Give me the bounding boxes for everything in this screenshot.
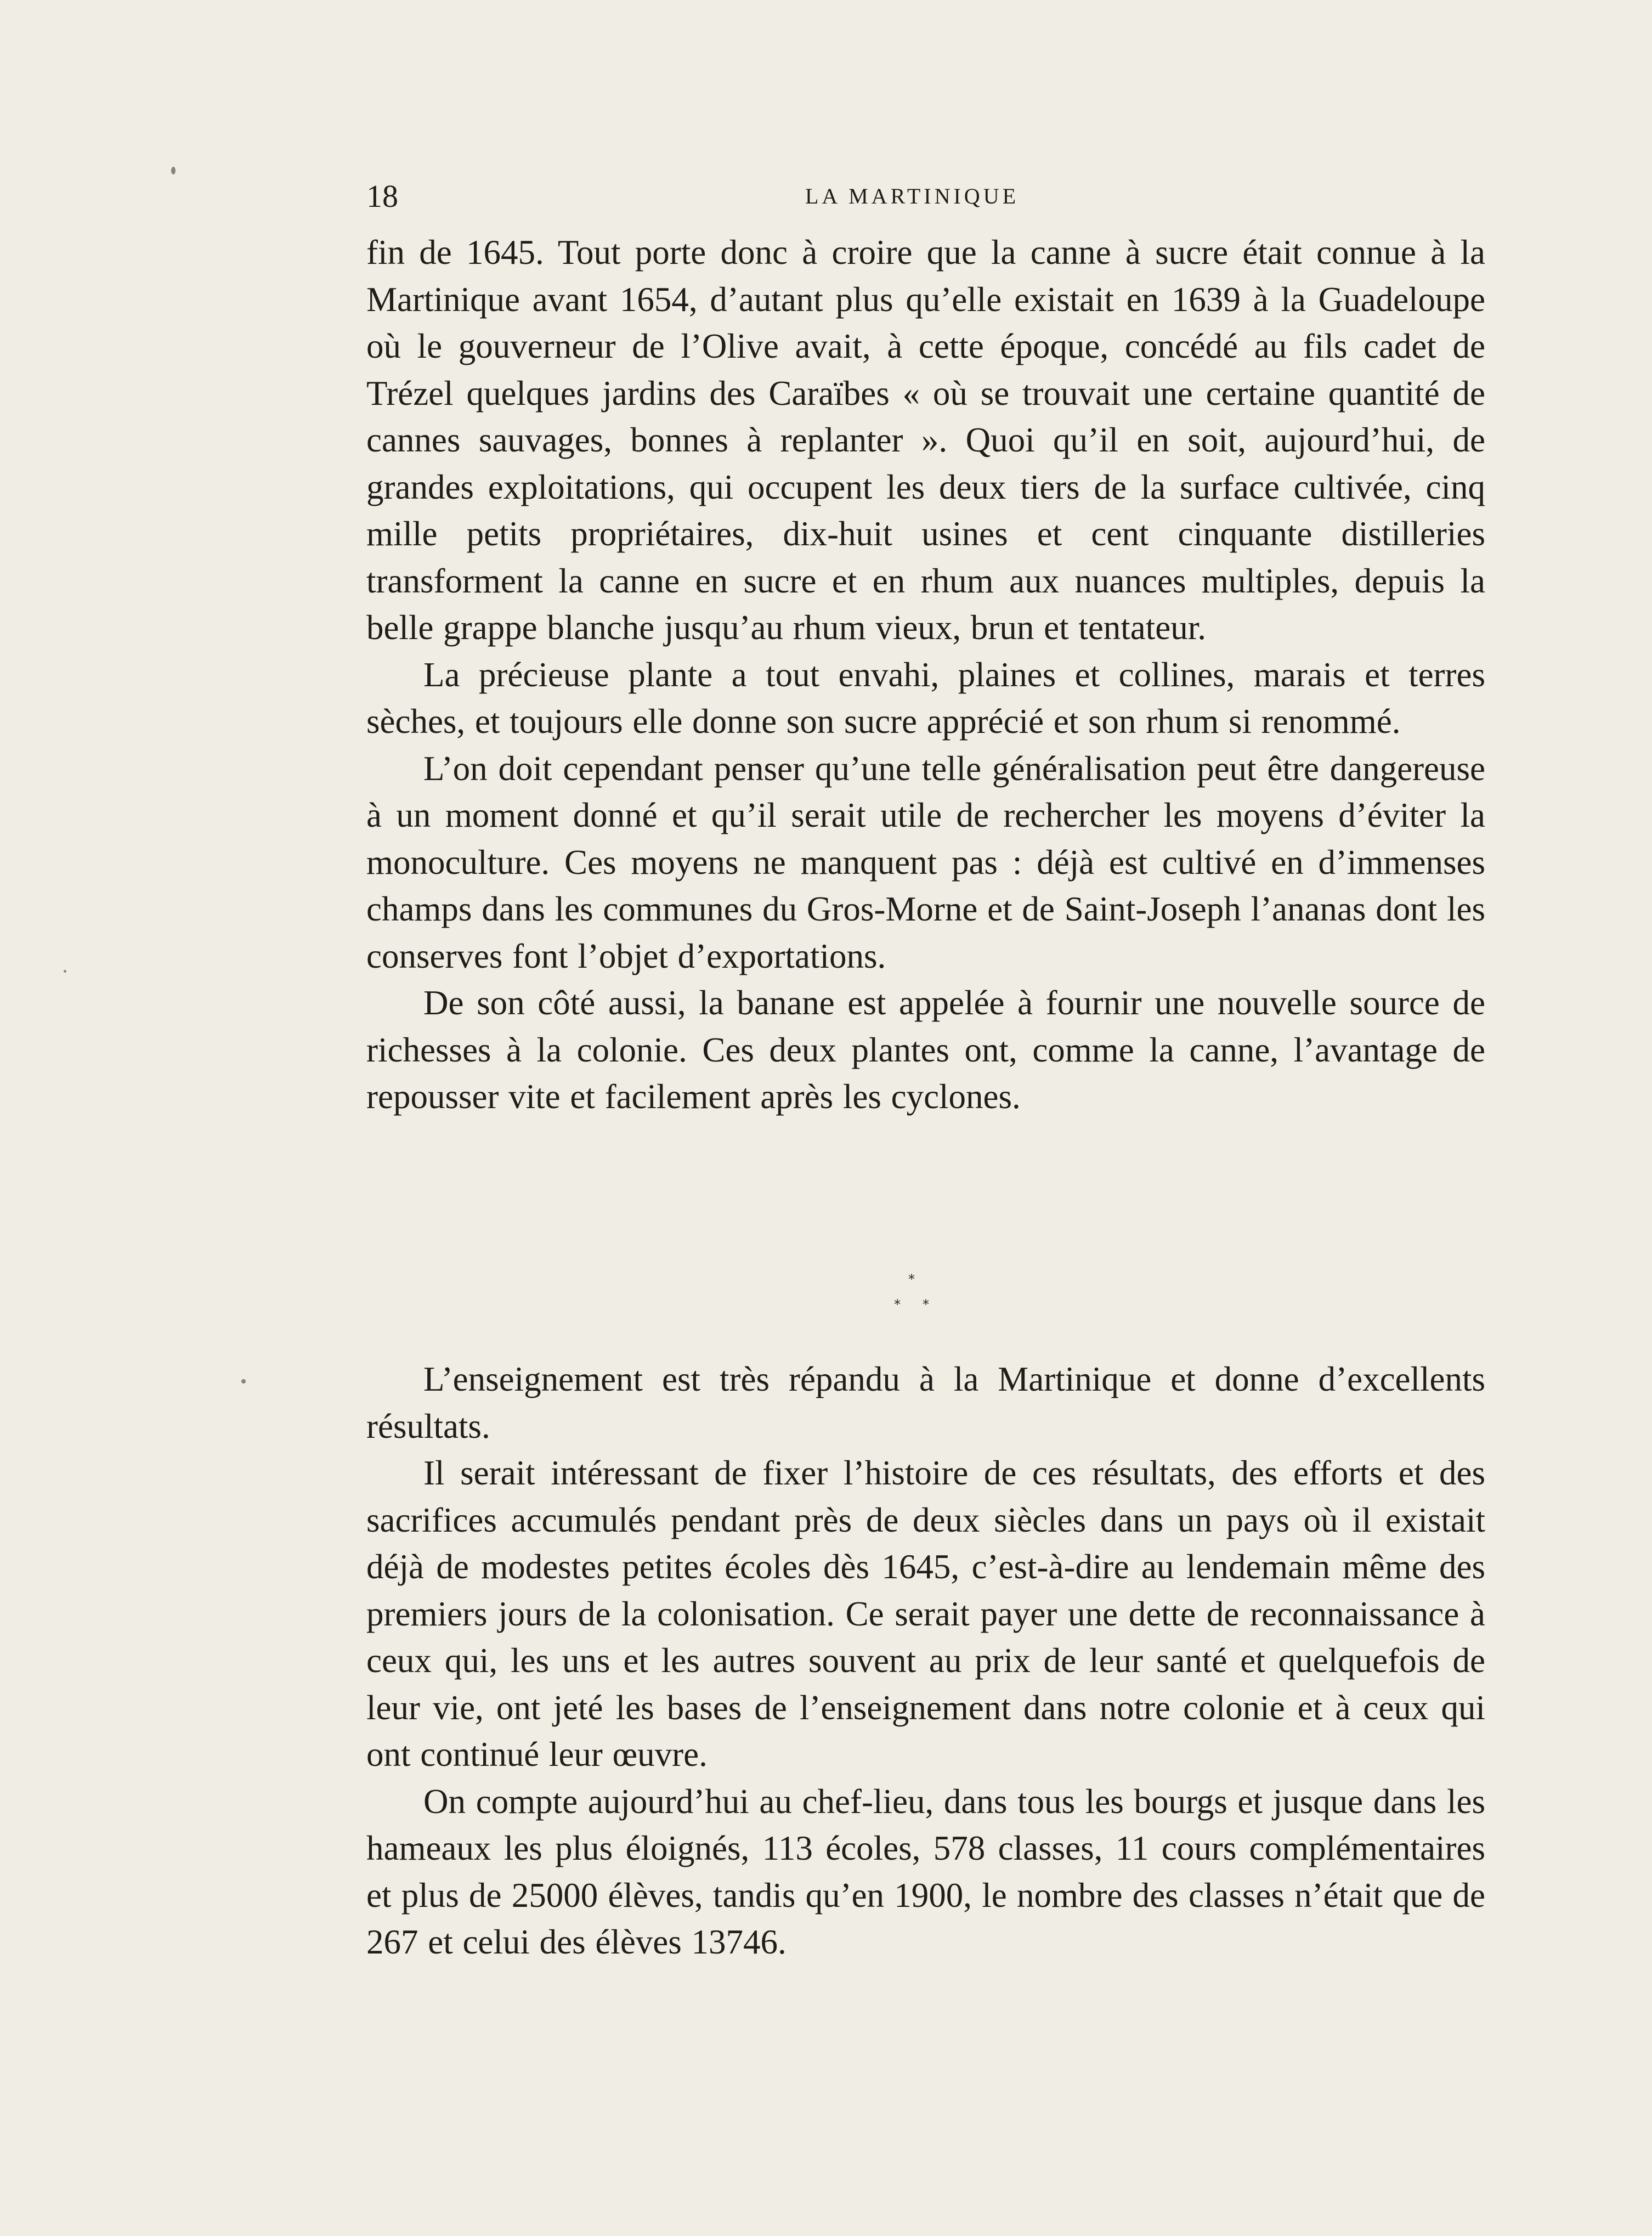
- paper-speck: [171, 167, 176, 174]
- page-number: 18: [366, 178, 398, 214]
- paragraph: De son côté aussi, la banane est appelée à fournir une nouvelle source de richesses à la colonie. Ces deux plantes ont, comme la canne, l’avantage de repousser vite et facilement après les cyclones.: [366, 984, 1485, 1116]
- text-section-1: [366, 229, 1485, 1121]
- page-header: [366, 174, 1485, 218]
- asterism-separator: [889, 1273, 943, 1322]
- paragraph: La précieuse plante a tout envahi, plaines et collines, marais et terres sèches, et toujours elle donne son sucre apprécié et son rhum si renommé.: [366, 655, 1485, 741]
- text-section-2: [366, 1356, 1485, 1966]
- paragraph: L’enseignement est très répandu à la Martinique et donne d’excellents résultats.: [366, 1360, 1485, 1446]
- asterisk-ornament: *: [908, 1272, 915, 1287]
- asterisk-ornament: *: [894, 1297, 901, 1312]
- paragraph: fin de 1645. Tout porte donc à croire que la canne à sucre était connue à la Martinique avant 1654, d’autant plus qu’elle existait en 1639 à la Guadeloupe où le gouverneur de l’Olive avait, à cette époque, concédé au fils cadet de Trézel quelques jardins des Caraïbes « où se trouvait une certaine quantité de cannes sauvages, bonnes à replanter ». Quoi qu’il en soit, aujourd’hui, de grandes exploitations, qui occupent les deux tiers de la surface cultivée, cinq mille petits propriétaires, dix-huit usines et cent cinquante distilleries transforment la canne en sucre et en rhum aux nuances multiples, depuis la belle grappe blanche jusqu’au rhum vieux, brun et tentateur.: [366, 233, 1485, 647]
- paper-speck: [241, 1379, 246, 1384]
- paragraph: On compte aujourd’hui au chef-lieu, dans tous les bourgs et jusque dans les hameaux les plus éloignés, 113 écoles, 578 classes, 11 cours complémentaires et plus de 25000 élèves, tandis qu’en 1900, le nombre des classes n’était que de 267 et celui des élèves 13746.: [366, 1782, 1485, 1961]
- running-head: LA MARTINIQUE: [805, 184, 1020, 208]
- paper-speck: [64, 970, 66, 973]
- paragraph: Il serait intéressant de fixer l’histoire de ces résultats, des efforts et des sacrifices accumulés pendant près de deux siècles dans un pays où il existait déjà de modestes petites écoles dès 1645, c’est-à-dire au lendemain même des premiers jours de la colonisation. Ce serait payer une dette de reconnaissance à ceux qui, les uns et les autres souvent au prix de leur santé et quelquefois de leur vie, ont jeté les bases de l’enseignement dans notre colonie et à ceux qui ont continué leur œuvre.: [366, 1454, 1485, 1774]
- paragraph: L’on doit cependant penser qu’une telle généralisation peut être dangereuse à un moment donné et qu’il serait utile de rechercher les moyens d’éviter la monoculture. Ces moyens ne manquent pas : déjà est cultivé en d’immenses champs dans les communes du Gros-Morne et de Saint-Joseph l’ananas dont les conserves font l’objet d’exportations.: [366, 749, 1485, 975]
- asterisk-ornament: *: [923, 1297, 929, 1312]
